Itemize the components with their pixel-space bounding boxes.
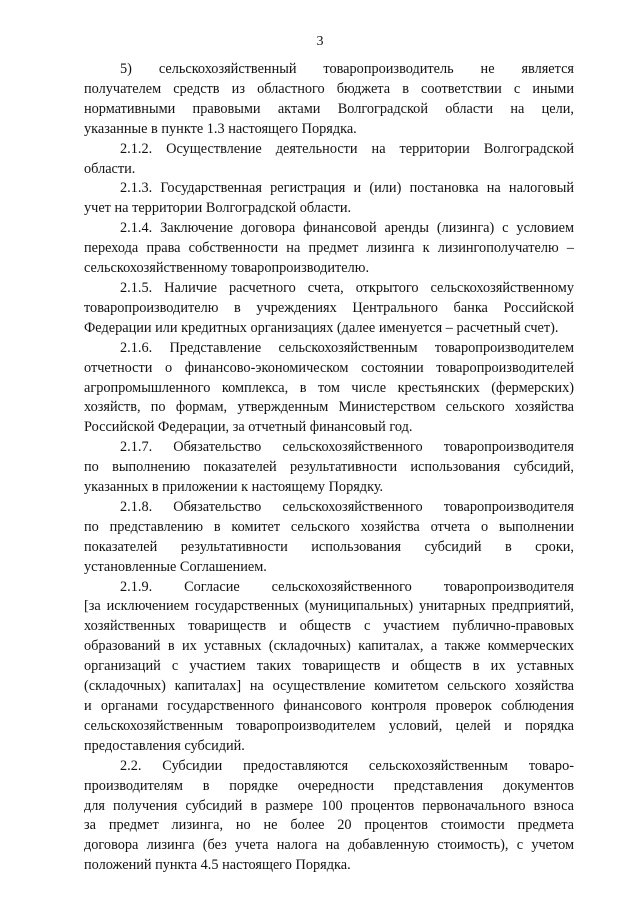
text-line: сельскохозяйственным товаропроизводителем условий, целей и порядка xyxy=(84,717,574,734)
text-line: сельскохозяйственному товаропроизводителю. xyxy=(84,260,370,277)
text-line: 2.1.9. Согласие сельскохозяйственного товаропроизводителя xyxy=(120,578,574,595)
text-line: Российской Федерации, за отчетный финансовый год. xyxy=(84,419,413,436)
text-line: 2.1.6. Представление сельскохозяйственным товаропроизводителем xyxy=(120,339,574,356)
text-line: учет на территории Волгоградской области. xyxy=(84,200,352,217)
paragraph-2-2 xyxy=(84,757,574,876)
text-line: хозяйственных товариществ и обществ с участием публично-правовых xyxy=(84,618,574,635)
text-line: получателем средств из областного бюджета в соответствии с иными xyxy=(84,80,574,97)
text-line: и органами государственного финансового контроля проверок соблюдения xyxy=(84,698,574,714)
text-line: отчетности о финансово-экономическом состоянии товаропроизводителей xyxy=(84,359,574,376)
text-line: указанные в пункте 1.3 настоящего Порядка. xyxy=(84,120,357,137)
text-line: предоставления субсидий. xyxy=(84,737,245,754)
text-line: за предмет лизинга, но не более 20 процентов стоимости предмета xyxy=(84,817,574,834)
text-line: установленные Соглашением. xyxy=(84,558,267,575)
paragraph-2-1-5 xyxy=(84,279,574,339)
text-line: 2.2. Субсидии предоставляются сельскохозяйственным товаро- xyxy=(120,757,574,774)
paragraph-item-5 xyxy=(84,60,574,140)
paragraph-2-1-4 xyxy=(84,219,574,279)
text-line: (складочных) капиталах] на осуществление комитетом сельского хозяйства xyxy=(84,678,574,695)
text-line: агропромышленного комплекса, в том числе крестьянских (фермерских) xyxy=(84,379,574,396)
paragraph-2-1-6 xyxy=(84,339,574,439)
text-line: товаропроизводителю в учреждениях Центрального банка Российской xyxy=(84,299,574,316)
text-line: производителям в порядке очередности представления документов xyxy=(84,777,574,794)
text-line: области. xyxy=(84,160,136,177)
text-line: 5) сельскохозяйственный товаропроизводитель не является xyxy=(120,61,574,77)
paragraph-2-1-9 xyxy=(84,578,574,757)
text-line: Федерации или кредитных организациях (далее именуется – расчетный счет). xyxy=(84,319,559,336)
text-line: 2.1.2. Осуществление деятельности на территории Волгоградской xyxy=(120,140,574,157)
text-line: организаций с участием таких товариществ и обществ в их уставных xyxy=(84,658,574,675)
text-line: по выполнению показателей результативности использования субсидий, xyxy=(84,459,574,476)
text-line: положений пункта 4.5 настоящего Порядка. xyxy=(84,857,351,874)
text-line: 2.1.4. Заключение договора финансовой аренды (лизинга) с условием xyxy=(120,220,574,237)
text-line: по представлению в комитет сельского хозяйства отчета о выполнении xyxy=(84,518,574,535)
paragraph-2-1-3 xyxy=(84,179,574,219)
text-line: 2.1.8. Обязательство сельскохозяйственного товаропроизводителя xyxy=(120,498,574,515)
paragraph-2-1-7 xyxy=(84,438,574,498)
text-line: перехода права собственности на предмет лизинга к лизингополучателю – xyxy=(84,240,574,257)
document-body xyxy=(84,60,574,876)
text-line: хозяйств, по формам, утвержденным Министерством сельского хозяйства xyxy=(84,399,574,416)
text-line: нормативными правовыми актами Волгоградской области на цели, xyxy=(84,100,574,117)
page-number: 3 xyxy=(316,34,324,49)
paragraph-2-1-2 xyxy=(84,140,574,180)
text-line: показателей результативности использования субсидий в сроки, xyxy=(84,538,574,555)
text-line: [за исключением государственных (муниципальных) унитарных предприятий, xyxy=(84,598,574,615)
paragraph-2-1-8 xyxy=(84,498,574,578)
text-line: 2.1.3. Государственная регистрация и (или) постановка на налоговый xyxy=(120,180,574,197)
text-line: 2.1.5. Наличие расчетного счета, открытого сельскохозяйственному xyxy=(120,279,574,296)
text-line: для получения субсидий в размере 100 процентов первоначального взноса xyxy=(84,797,574,814)
text-line: договора лизинга (без учета налога на добавленную стоимость), с учетом xyxy=(84,837,574,854)
text-line: образований в их уставных (складочных) капиталах, а также коммерческих xyxy=(84,638,574,655)
text-line: 2.1.7. Обязательство сельскохозяйственного товаропроизводителя xyxy=(120,439,574,456)
text-line: указанных в приложении к настоящему Порядку. xyxy=(84,479,384,496)
